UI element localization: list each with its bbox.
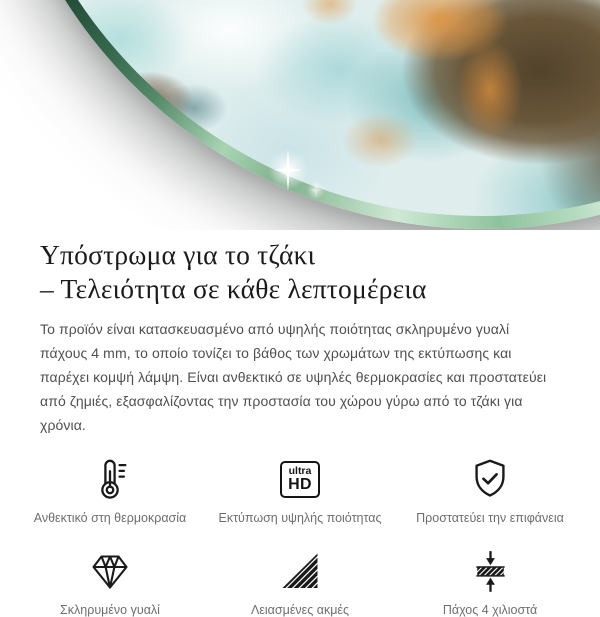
feature-label: Προστατεύει την επιφάνεια: [416, 511, 564, 526]
feature-label: Πάχος 4 χιλιοστά: [442, 603, 538, 617]
features-grid: [33, 455, 564, 617]
description-text: Το προϊόν είναι κατασκευασμένο από υψηλής ποιότητας σκληρυμένο γυαλί πάχους 4 mm, το οποίο τονίζει το βάθος των χρωμάτων της εκτύπωσης και παρέχει κομψή λάμψη. Είναι ανθεκτικό σε υψηλές θερμοκρασίες και προστατεύει από ζημιές, εξασφαλίζοντας την προστασία του χώρου γύρω από το τζάκι για χρόνια.: [40, 321, 547, 434]
ultra-hd-badge: [280, 461, 320, 498]
ultra-hd-badge-bottom: HD: [288, 476, 312, 494]
thickness-icon: [469, 547, 512, 595]
page-title-line2: – Τελειότητα σε κάθε λεπτομέρεια: [40, 272, 427, 304]
product-hero-image: [0, 0, 600, 230]
feature-thickness: [420, 547, 560, 617]
diamond-icon: [88, 547, 132, 595]
polished-edges-icon: [278, 547, 322, 595]
feature-label: Λειασμένες ακμές: [250, 603, 349, 617]
feature-heat-resistance: [33, 455, 187, 526]
feature-surface-protection: [416, 455, 564, 526]
page-title: [40, 238, 560, 305]
page-title-line1: Υπόστρωμα για το τζάκι: [40, 239, 316, 270]
features-row-2: [40, 547, 560, 617]
thermometer-icon: [87, 455, 133, 503]
ultra-hd-badge-top: ultra: [288, 464, 312, 477]
feature-label: Εκτύπωση υψηλής ποιότητας: [218, 511, 382, 526]
feature-tempered-glass: [40, 547, 180, 617]
feature-label: Σκληρυμένο γυαλί: [60, 603, 160, 617]
product-description-section: [0, 230, 600, 617]
features-row-1: [33, 455, 564, 526]
shield-check-icon: [467, 455, 513, 503]
feature-label: Ανθεκτικό στη θερμοκρασία: [33, 511, 187, 526]
ultra-hd-icon: [280, 455, 320, 503]
feature-polished-edges: [230, 547, 370, 617]
feature-ultra-hd-print: [218, 455, 382, 526]
